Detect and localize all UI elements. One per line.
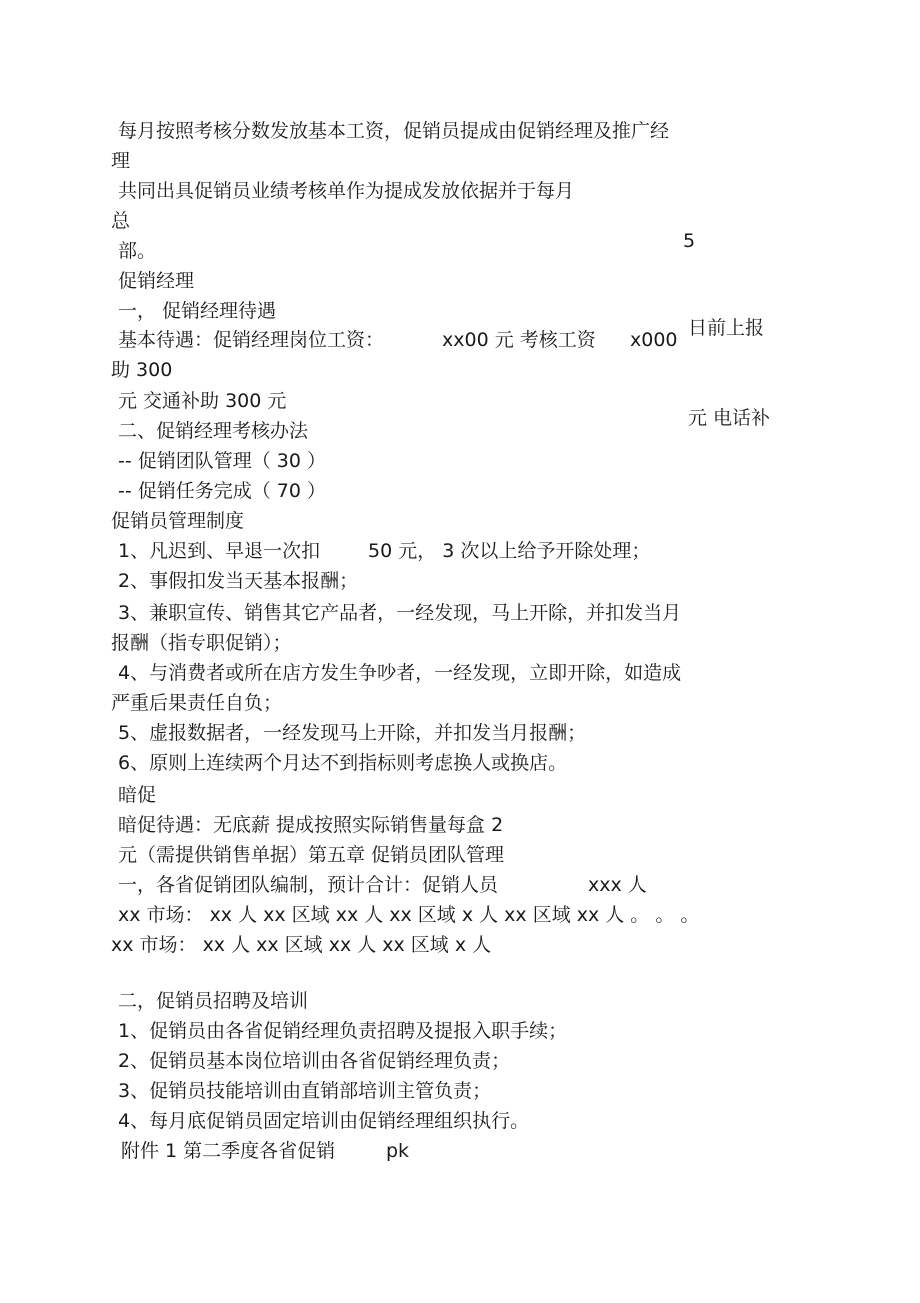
text-line: 2、促销员基本岗位培训由各省促销经理负责； xyxy=(118,1050,511,1072)
text-line: 元 交通补助 300 元 xyxy=(118,390,287,412)
text-line: pk xyxy=(386,1140,410,1162)
side-text: 5 xyxy=(683,230,696,252)
text-line: 严重后果责任自负； xyxy=(111,692,283,714)
text-line: 5、虚报数据者，一经发现马上开除，并扣发当月报酬； xyxy=(118,722,587,744)
text-line: 2、事假扣发当天基本报酬； xyxy=(118,570,359,592)
text-line: 1、凡迟到、早退一次扣 xyxy=(118,540,321,562)
text-line: 4、与消费者或所在店方发生争吵者，一经发现，立即开除，如造成 xyxy=(118,662,682,684)
text-line: 3、促销员技能培训由直销部培训主管负责； xyxy=(118,1080,492,1102)
text-line: xxx 人 xyxy=(588,874,647,896)
section-heading: 促销员管理制度 xyxy=(111,510,245,532)
text-line: 共同出具促销员业绩考核单作为提成发放依据并于每月 xyxy=(118,180,575,202)
text-line: -- 促销团队管理（ 30 ） xyxy=(118,450,327,472)
section-heading: 二，促销员招聘及培训 xyxy=(118,990,309,1012)
text-line: 一，各省促销团队编制，预计合计：促销人员 xyxy=(118,874,499,896)
text-line: 基本待遇：促销经理岗位工资： xyxy=(118,329,385,351)
text-line: 助 300 xyxy=(111,359,173,381)
text-line: xx 市场： xx 人 xx 区域 xx 人 xx 区域 x 人 xyxy=(111,934,492,956)
text-line: 报酬（指专职促销）； xyxy=(111,632,292,654)
text-line: 4、每月底促销员固定培训由促销经理组织执行。 xyxy=(118,1110,530,1132)
text-line: xx 市场： xx 人 xx 区域 xx 人 xx 区域 x 人 xx 区域 xx 人 。 。 。 xyxy=(118,904,700,926)
text-line: 二、促销经理考核办法 xyxy=(118,420,309,442)
text-line: 理 xyxy=(111,150,131,172)
text-line: 总 xyxy=(111,210,131,232)
text-line: x000 xyxy=(630,329,678,351)
text-line: -- 促销任务完成（ 70 ） xyxy=(118,480,327,502)
text-line: 每月按照考核分数发放基本工资，促销员提成由促销经理及推广经 xyxy=(118,120,670,142)
text-line: 元（需提供销售单据）第五章 促销员团队管理 xyxy=(118,844,505,866)
text-line: 6、原则上连续两个月达不到指标则考虑换人或换店。 xyxy=(118,752,568,774)
text-line: 1、促销员由各省促销经理负责招聘及提报入职手续； xyxy=(118,1020,568,1042)
text-line: 部。 xyxy=(118,240,157,262)
text-line: 50 元， 3 次以上给予开除处理； xyxy=(368,540,651,562)
text-line: 3、兼职宣传、销售其它产品者，一经发现，马上开除，并扣发当月 xyxy=(118,602,682,624)
section-heading: 暗促 xyxy=(118,784,157,806)
text-line: 暗促待遇：无底薪 提成按照实际销售量每盒 2 xyxy=(118,814,504,836)
side-text: 日前上报 xyxy=(688,317,765,339)
text-line: 一， 促销经理待遇 xyxy=(118,300,277,322)
text-line: 附件 1 第二季度各省促销 xyxy=(121,1140,336,1162)
section-heading: 促销经理 xyxy=(118,270,195,292)
text-line: xx00 元 考核工资 xyxy=(442,329,596,351)
side-text: 元 电话补 xyxy=(688,407,771,429)
